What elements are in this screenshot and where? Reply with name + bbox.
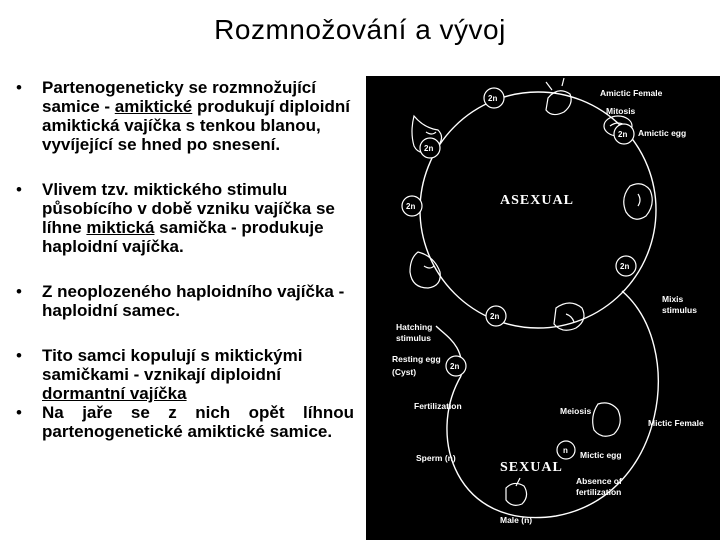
ploidy-node <box>486 306 506 326</box>
ploidy-node <box>446 356 466 376</box>
male-icon <box>506 478 527 505</box>
ploidy-node <box>616 256 636 276</box>
slide-title: Rozmnožování a vývoj <box>214 14 506 45</box>
mictic-female-icon <box>593 403 621 436</box>
bullet-item-amictic <box>14 78 354 154</box>
mictic-egg-label: Mictic egg <box>580 450 622 460</box>
bullet-list <box>14 78 354 441</box>
bullet-item-male <box>14 282 354 320</box>
hatching-label: Hatching <box>396 322 433 332</box>
underlined-term: miktická <box>86 218 155 237</box>
bullet-item-mictic <box>14 180 354 256</box>
sperm-label: Sperm (n) <box>416 453 456 463</box>
sexual-cycle-path <box>447 291 658 518</box>
bullet-text: Tito samci kopulují s miktickými samičkami - vznikají diploidní <box>42 346 303 384</box>
bullet-text: Z neoplozeného haploidního vajíčka - haploidní samec. <box>42 282 345 320</box>
bullet-marker: • <box>16 180 22 199</box>
fertilization-absence-label: fertilization <box>576 487 622 497</box>
bullet-text: Partenogeneticky se rozmnožující samice - <box>42 78 316 116</box>
mitosis-label: Mitosis <box>606 106 636 116</box>
sexual-label: SEXUAL <box>500 460 563 475</box>
ploidy-node <box>484 88 504 108</box>
svg-text:2n: 2n <box>424 144 434 153</box>
absence-label: Absence of <box>576 476 622 486</box>
resting-egg-cyst-label: (Cyst) <box>392 367 417 377</box>
hatching-stimulus-label: stimulus <box>396 333 431 343</box>
amictic-egg-label: Amictic egg <box>638 128 687 138</box>
svg-text:2n: 2n <box>406 202 416 211</box>
fertilization-label: Fertilization <box>414 401 462 411</box>
resting-egg-label: Resting egg <box>392 354 441 364</box>
life-cycle-diagram <box>366 76 720 540</box>
male-label: Male (n) <box>500 515 533 525</box>
svg-text:2n: 2n <box>488 94 498 103</box>
amictic-female-label: Amictic Female <box>600 88 663 98</box>
bullet-item-copulation <box>14 346 354 403</box>
rotifer-life-cycle-figure <box>366 76 720 540</box>
svg-text:n: n <box>563 446 568 455</box>
mictic-female-label: Mictic Female <box>648 418 704 428</box>
svg-text:2n: 2n <box>490 312 500 321</box>
ploidy-node <box>420 138 440 158</box>
bullet-text: Vlivem tzv. miktického stimulu působícího v době vzniku vajíčka se líhne <box>42 180 335 237</box>
bullet-marker: • <box>16 78 22 97</box>
mixis-stimulus-label: stimulus <box>662 305 697 315</box>
bullet-item-spring <box>14 403 354 441</box>
bullet-text: samička - produkuje haploidní vajíčka. <box>42 218 324 256</box>
meiosis-label: Meiosis <box>560 406 592 416</box>
bullet-text: Na jaře se z nich opět líhnou partenogenetické amiktické samice. <box>42 403 354 441</box>
ploidy-node <box>402 196 422 216</box>
ploidy-node <box>614 124 634 144</box>
mixis-label: Mixis <box>662 294 684 304</box>
asexual-label: ASEXUAL <box>500 193 574 208</box>
svg-text:2n: 2n <box>620 262 630 271</box>
bullet-marker: • <box>16 282 22 301</box>
female-right-icon <box>624 184 653 219</box>
bullet-marker: • <box>16 403 22 422</box>
underlined-term: dormantní vajíčka <box>42 384 187 403</box>
underlined-term: amiktické <box>114 97 193 116</box>
ploidy-node <box>557 441 575 459</box>
svg-text:2n: 2n <box>450 362 460 371</box>
bullet-text: produkují diploidní amiktická vajíčka s tenkou blanou, vyvíjející se hned po snesení. <box>42 97 350 154</box>
bullet-marker: • <box>16 346 22 365</box>
svg-text:2n: 2n <box>618 130 628 139</box>
